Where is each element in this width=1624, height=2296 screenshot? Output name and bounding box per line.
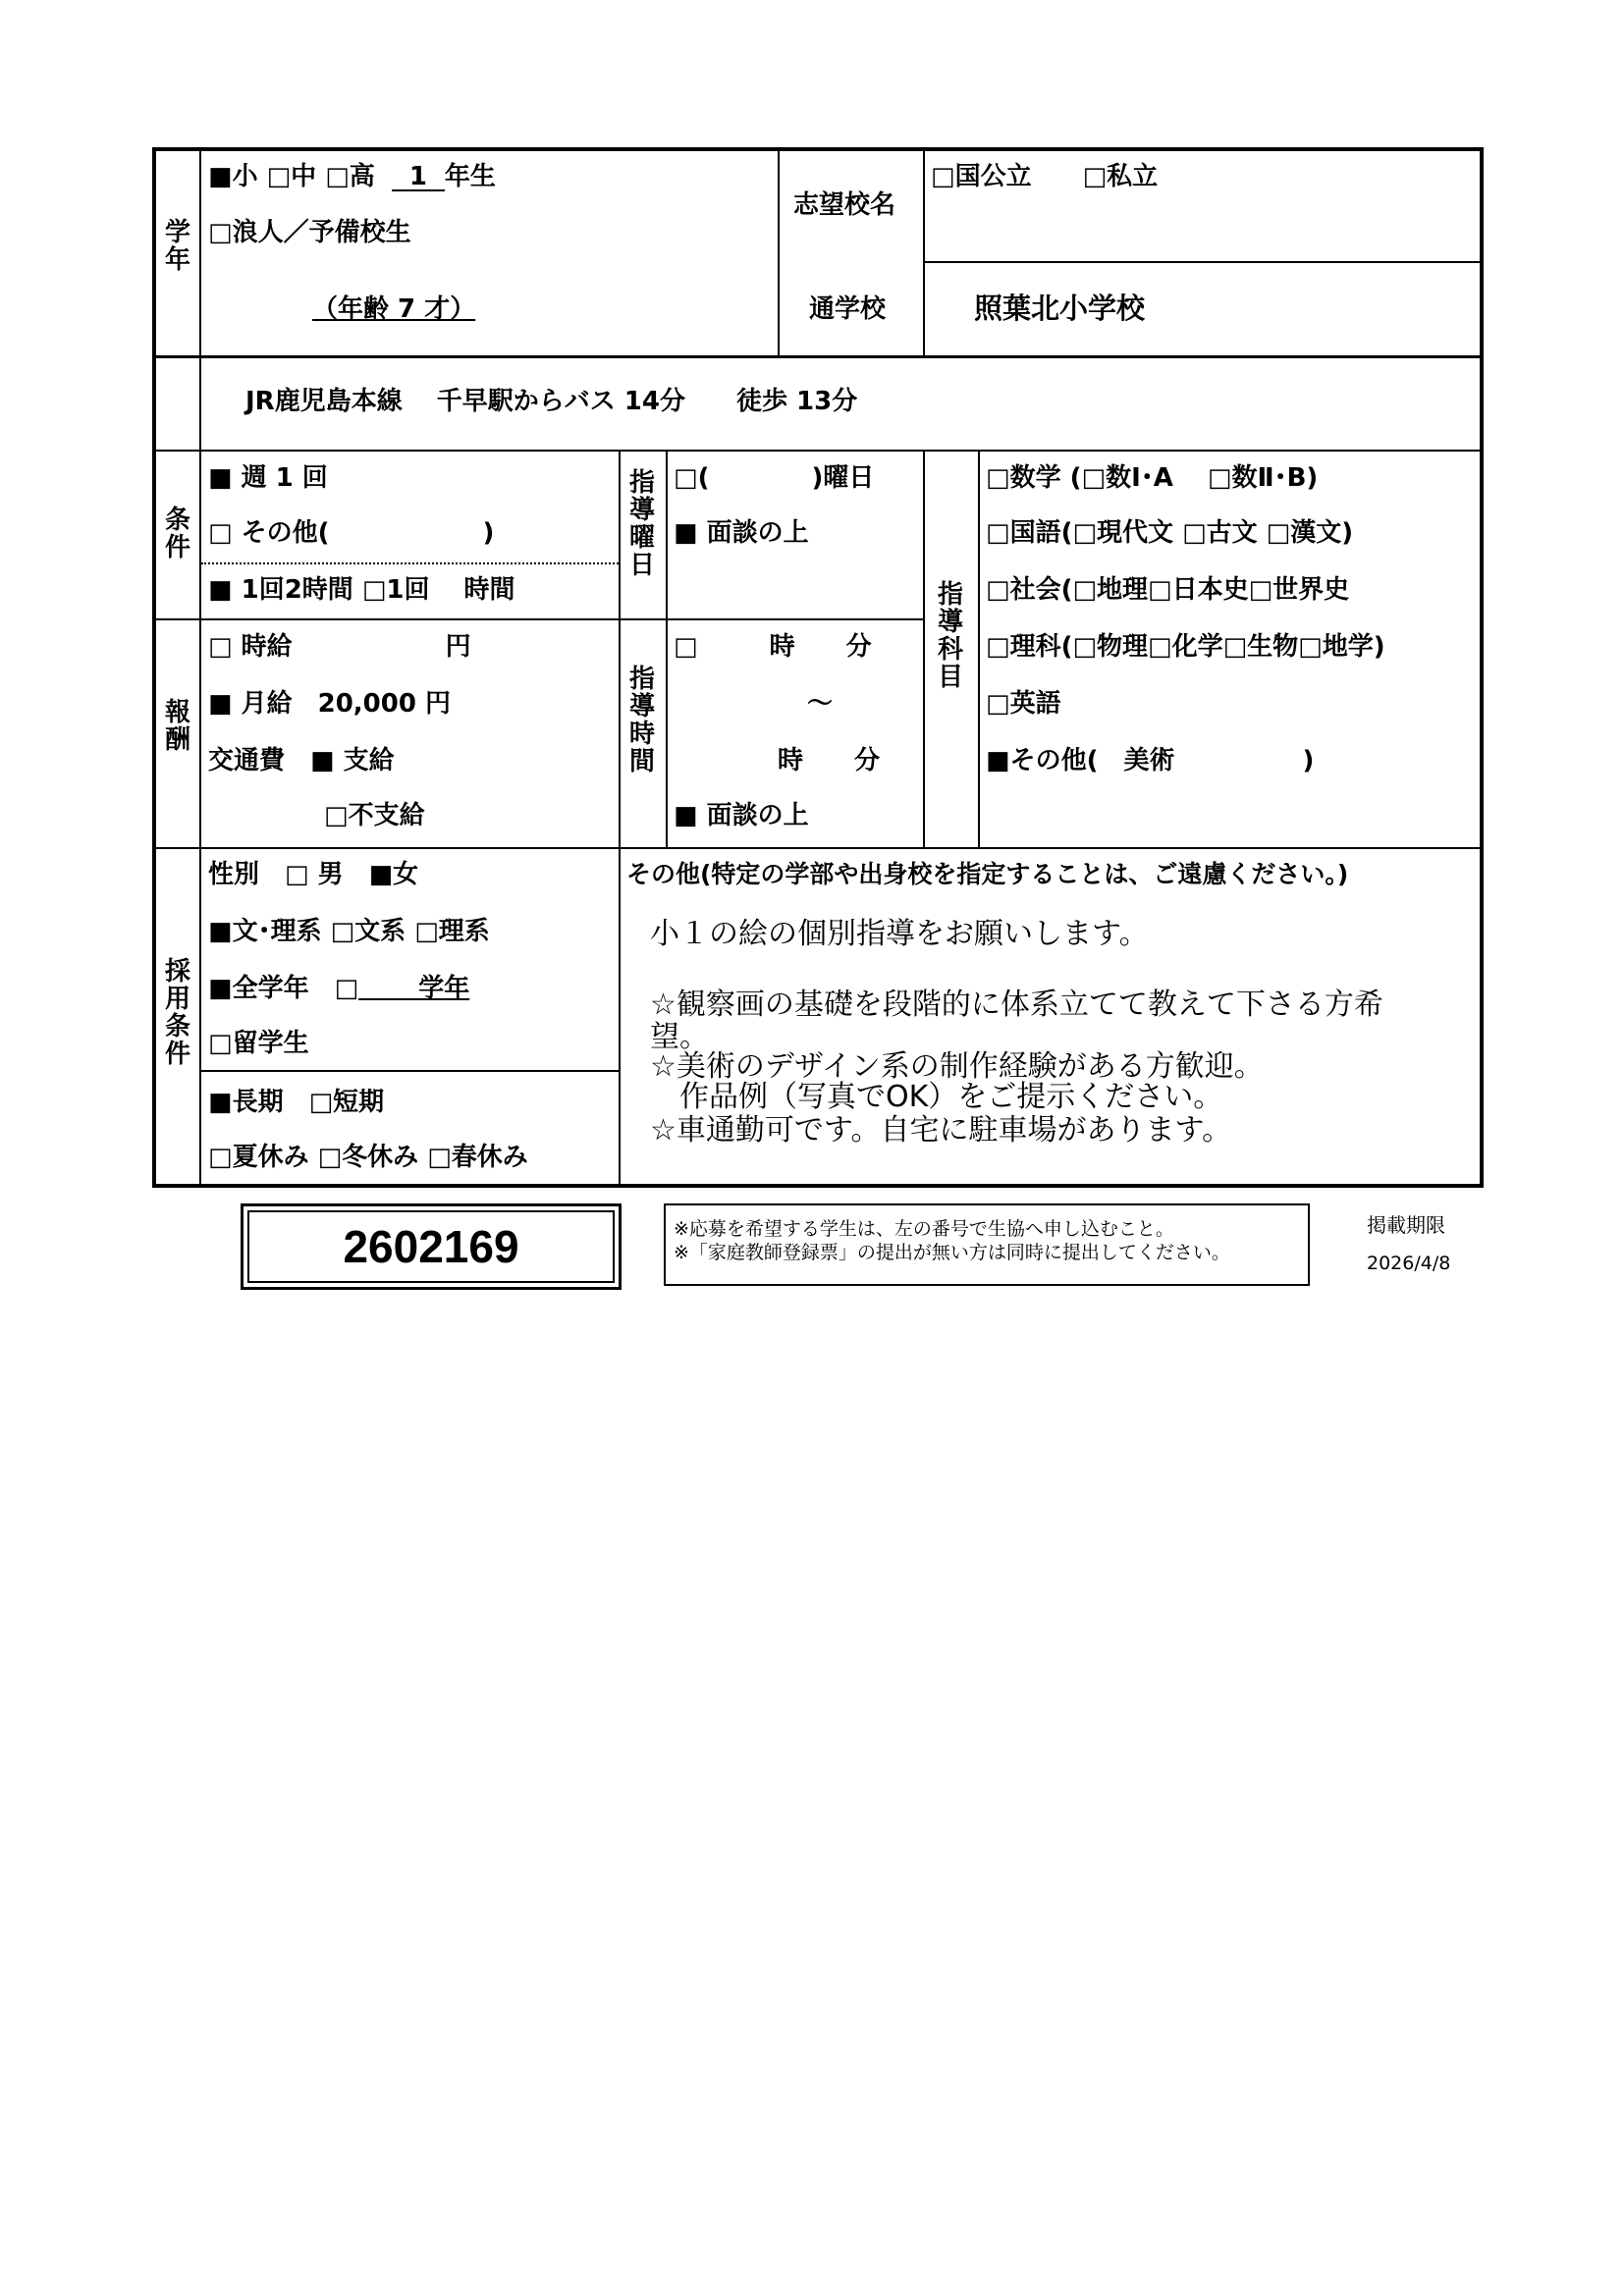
- rule: [154, 618, 925, 620]
- term-requirement: ■長期 □短期: [208, 1088, 385, 1117]
- other-remarks: [650, 917, 1475, 1148]
- teaching-time-label: 指 導 時 間: [628, 665, 655, 776]
- rule: [619, 450, 621, 1186]
- other-header: その他(特定の学部や出身校を指定することは、ご遠慮ください。): [626, 860, 1349, 888]
- deadline-label: 掲載期限: [1367, 1213, 1445, 1237]
- teaching-day-label: 指 導 曜 日: [628, 468, 655, 580]
- rule: [666, 450, 668, 847]
- subject-english: □英語: [986, 689, 1061, 719]
- rule: [199, 149, 201, 1186]
- application-notice-box: [664, 1203, 1310, 1286]
- no-transport-fee: □不支給: [324, 801, 425, 830]
- school-level-checkboxes: ■小 □中 □高 1 年生: [208, 162, 496, 191]
- transport-fee: 交通費 ■ 支給: [208, 746, 395, 775]
- subjects-label: 指 導 科 目: [937, 580, 963, 692]
- subject-japanese: □国語(□現代文 □古文 □漢文): [986, 518, 1354, 548]
- rule: [923, 149, 925, 355]
- remark-line: [650, 952, 1475, 988]
- remark-line: ☆美術のデザイン系の制作経験がある方歓迎。: [650, 1049, 1264, 1084]
- job-number-box: [241, 1203, 622, 1290]
- target-school-options: □国公立 □私立: [931, 162, 1159, 191]
- monthly-pay: ■ 月給 20,000 円: [208, 689, 452, 719]
- rule: [778, 149, 780, 355]
- subject-math: □数学 (□数Ⅰ･A □数Ⅱ･B): [986, 463, 1319, 493]
- rule: [154, 355, 1482, 358]
- remark-line: 作品例（写真でOK）をご提示ください。: [650, 1080, 1223, 1114]
- teaching-day-interview: ■ 面談の上: [674, 518, 809, 548]
- subject-other: ■その他( 美術 ): [986, 746, 1315, 775]
- access-info: JR鹿児島本線 千早駅からバス 14分 徒歩 13分: [245, 387, 858, 416]
- rule: [923, 261, 1482, 263]
- target-school-label: 志望校名: [793, 190, 896, 220]
- ronin-checkbox: □浪人／予備校生: [208, 218, 411, 247]
- conditions-label: 条 件: [164, 506, 190, 562]
- rule: [199, 1070, 619, 1072]
- notice-line: ※「家庭教師登録票」の提出が無い方は同時に提出してください。: [674, 1242, 1230, 1263]
- remark-line: ☆車通勤可です。自宅に駐車場があります。: [650, 1113, 1232, 1148]
- gender-requirement: 性別 □ 男 ■女: [208, 860, 419, 889]
- remark-line: 望。: [650, 1020, 709, 1054]
- other-frequency: □ その他( ): [208, 518, 495, 548]
- teaching-day-value: □( )曜日: [674, 463, 875, 493]
- teaching-time-tilde: ～: [807, 689, 834, 719]
- subject-science: □理科(□物理□化学□生物□地学): [986, 632, 1385, 662]
- rule: [978, 450, 980, 847]
- grade-number: 1: [392, 164, 445, 191]
- rule: [154, 847, 1482, 849]
- holiday-availability: □夏休み □冬休み □春休み: [208, 1143, 528, 1172]
- deadline-date: 2026/4/8: [1367, 1253, 1451, 1274]
- weekly-frequency: ■ 週 1 回: [208, 463, 328, 493]
- hourly-pay: □ 時給 円: [208, 632, 471, 662]
- current-school-name: 照葉北小学校: [974, 292, 1146, 325]
- grade-label: 学 年: [164, 218, 190, 275]
- teaching-time-interview: ■ 面談の上: [674, 801, 809, 830]
- pay-label: 報 酬: [164, 698, 190, 755]
- job-number: 2602169: [343, 1221, 519, 1272]
- notice-line: ※応募を希望する学生は、左の番号で生協へ申し込むこと。: [674, 1218, 1174, 1240]
- rule: [154, 450, 1482, 452]
- teaching-time-end: 時 分: [778, 746, 881, 775]
- remark-line: ☆観察画の基礎を段階的に体系立てて教えて下さる方希: [650, 988, 1383, 1022]
- hiring-label: 採 用 条 件: [164, 957, 190, 1069]
- session-length: ■ 1回2時間 □1回 時間: [208, 575, 515, 605]
- teaching-time-start: □ 時 分: [674, 632, 872, 662]
- current-school-label: 通学校: [809, 294, 887, 324]
- year-requirement: ■全学年 □ 学年: [208, 974, 470, 1003]
- track-requirement: ■文･理系 □文系 □理系: [208, 917, 490, 946]
- dotted-rule: [201, 562, 619, 564]
- subject-social: □社会(□地理□日本史□世界史: [986, 575, 1350, 605]
- student-age: （年齢 7 才）: [312, 294, 476, 324]
- remark-line: 小１の絵の個別指導をお願いします。: [650, 917, 1149, 951]
- international-student: □留学生: [208, 1029, 309, 1058]
- rule: [923, 450, 925, 847]
